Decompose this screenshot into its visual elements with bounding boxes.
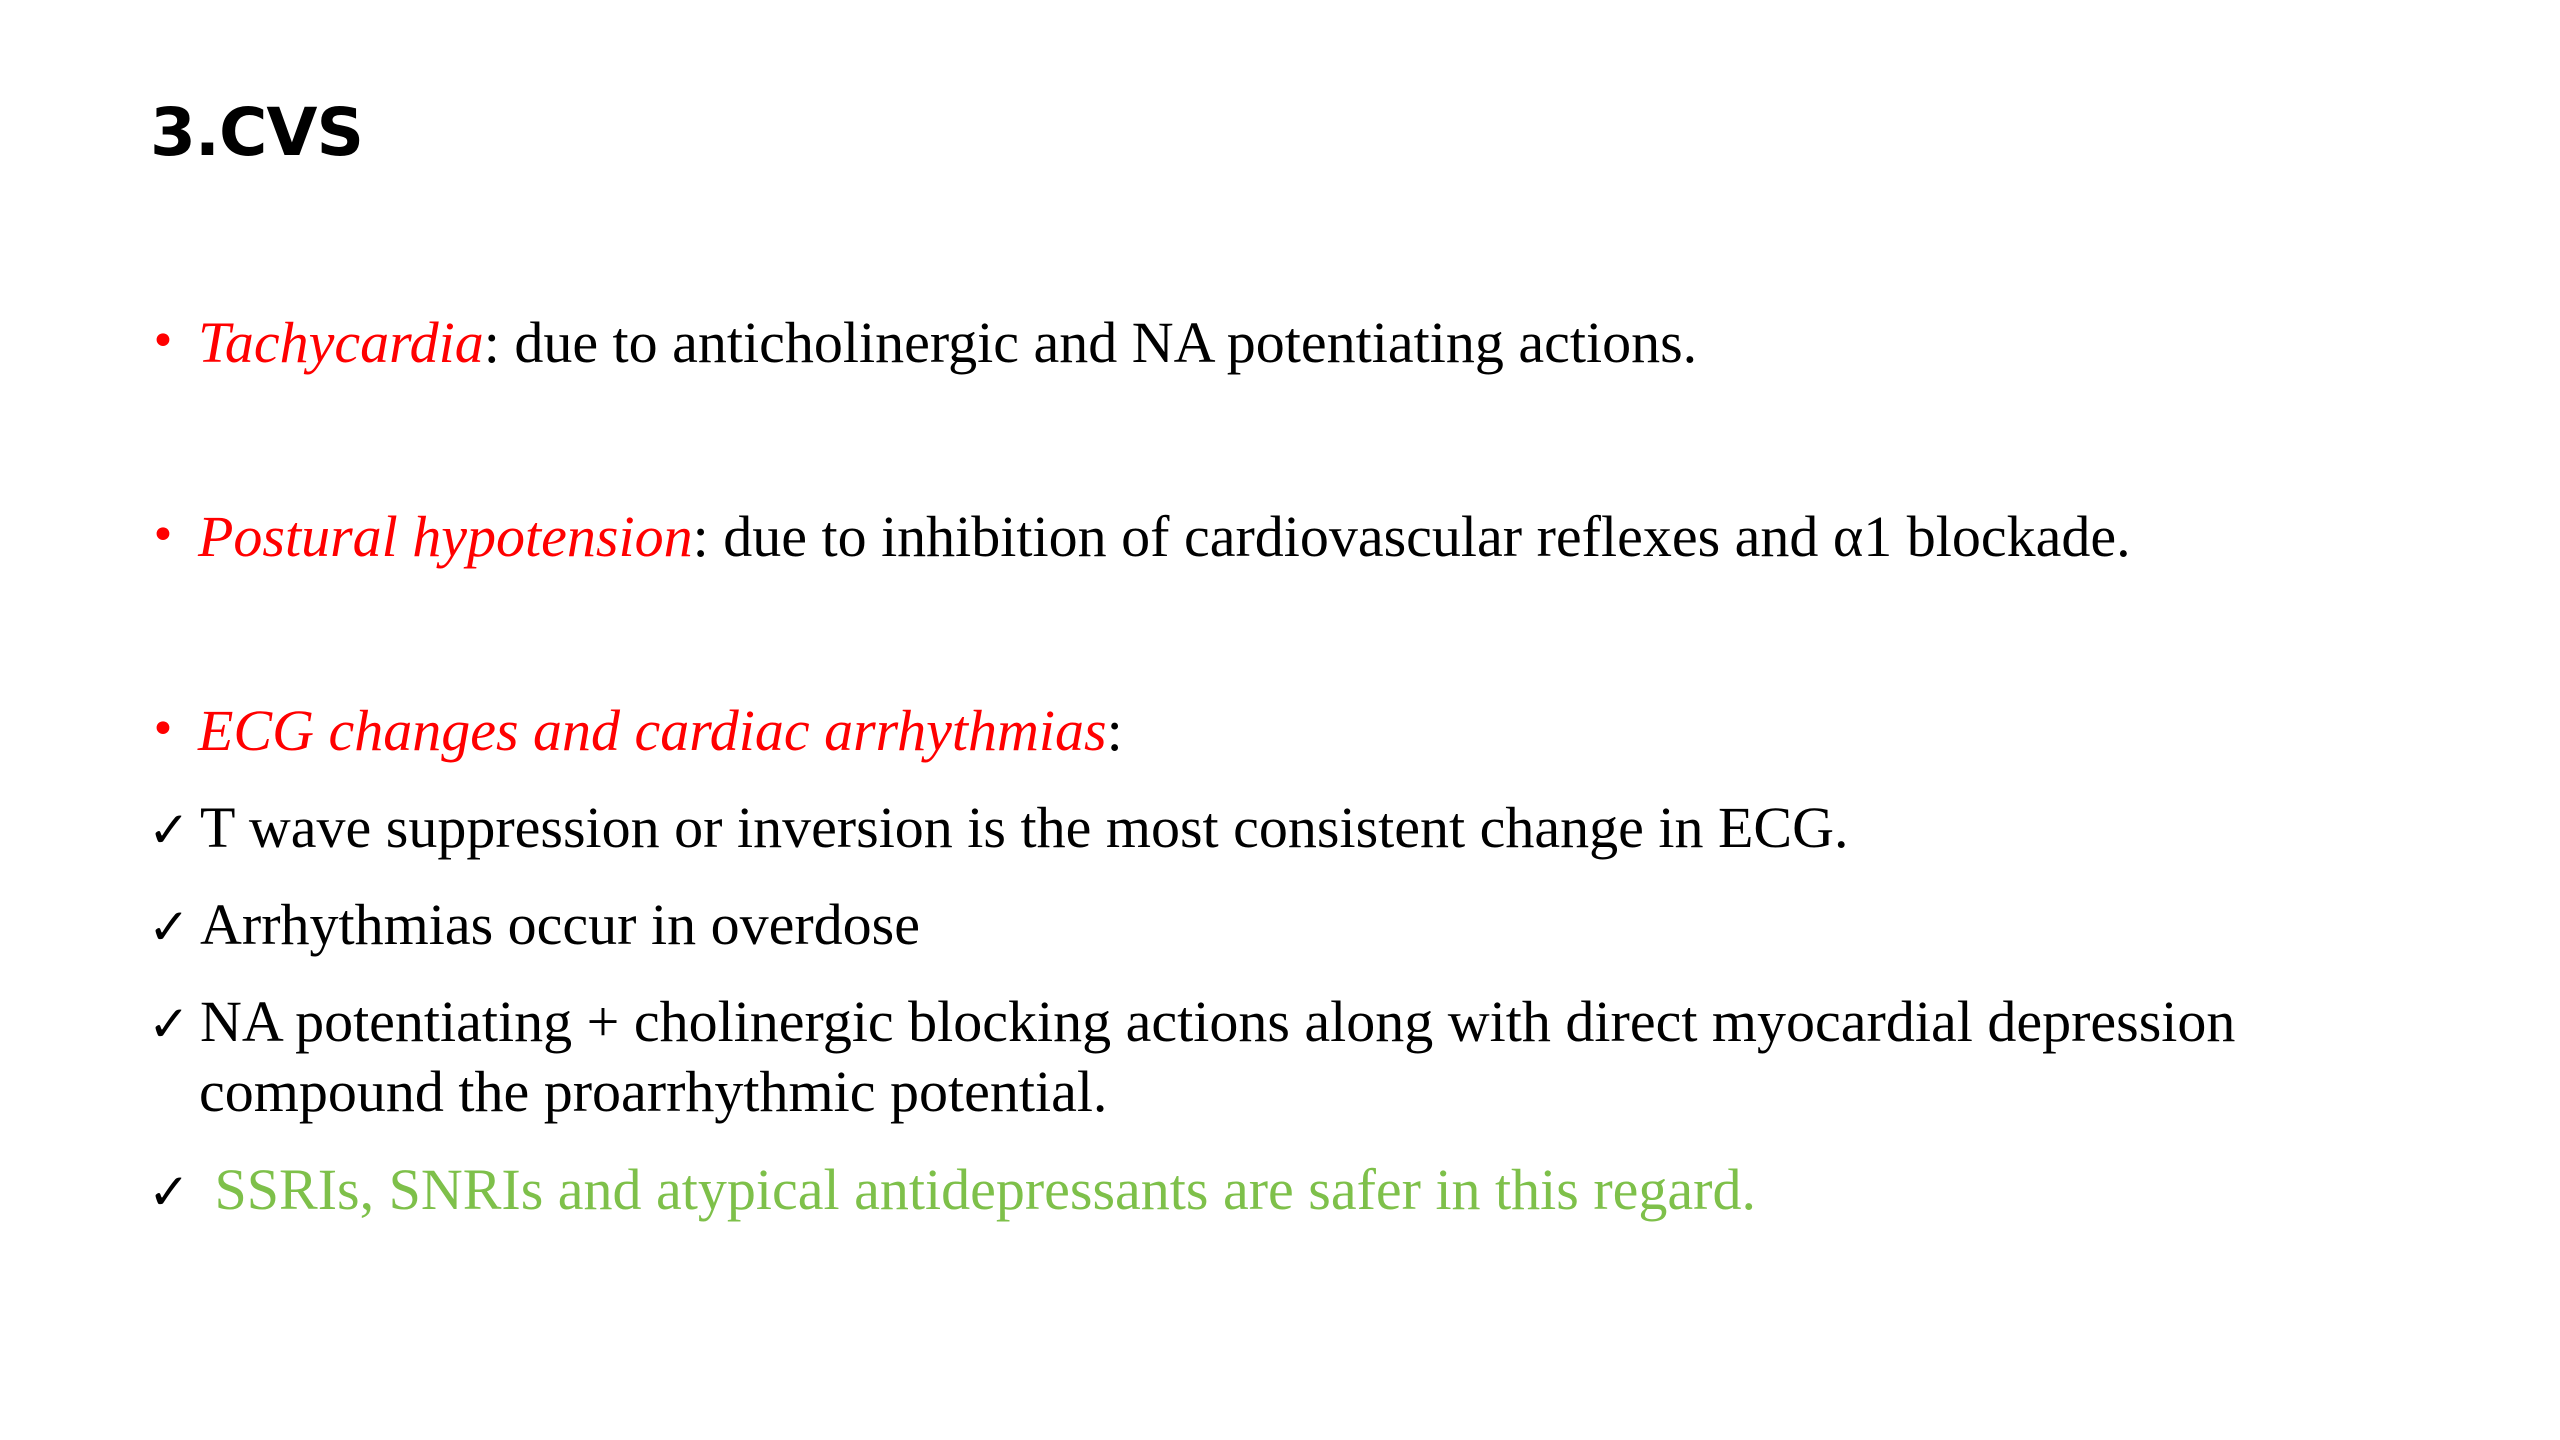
check-item-ssris [148,1155,1756,1225]
checkmark-icon: ✓ [148,995,190,1053]
slide-title: 3.CVS [150,94,364,171]
checkmark-icon: ✓ [148,801,190,859]
check-text: Arrhythmias occur in overdose [200,892,920,957]
bullet-item-postural-hypotension [150,502,2131,572]
bullet-term: Tachycardia [198,310,484,375]
check-item-t-wave [148,793,1848,863]
bullet-text: : due to inhibition of cardiovascular reflexes and α1 blockade. [692,504,2131,569]
checkmark-icon: ✓ [148,1163,190,1221]
bullet-text: : [1106,698,1123,763]
bullet-icon: • [150,316,176,367]
bullet-item-tachycardia [150,308,1697,378]
check-text-highlight: SSRIs, SNRIs and atypical antidepressants are safer in this regard. [200,1157,1756,1222]
check-text-continuation: compound the proarrhythmic potential. [199,1059,1108,1124]
check-item-arrhythmias [148,890,920,960]
bullet-icon: • [150,510,176,561]
checkmark-icon: ✓ [148,898,190,956]
check-text: NA potentiating + cholinergic blocking actions along with direct myocardial depression [200,989,2236,1054]
bullet-text: : due to anticholinergic and NA potentiating actions. [483,310,1698,375]
bullet-term: Postural hypotension [198,504,693,569]
bullet-term: ECG changes and cardiac arrhythmias [198,698,1107,763]
bullet-item-ecg-changes [150,696,1123,766]
check-text: T wave suppression or inversion is the most consistent change in ECG. [200,795,1849,860]
bullet-icon: • [150,704,176,755]
check-item-na-potentiating [148,987,2235,1057]
